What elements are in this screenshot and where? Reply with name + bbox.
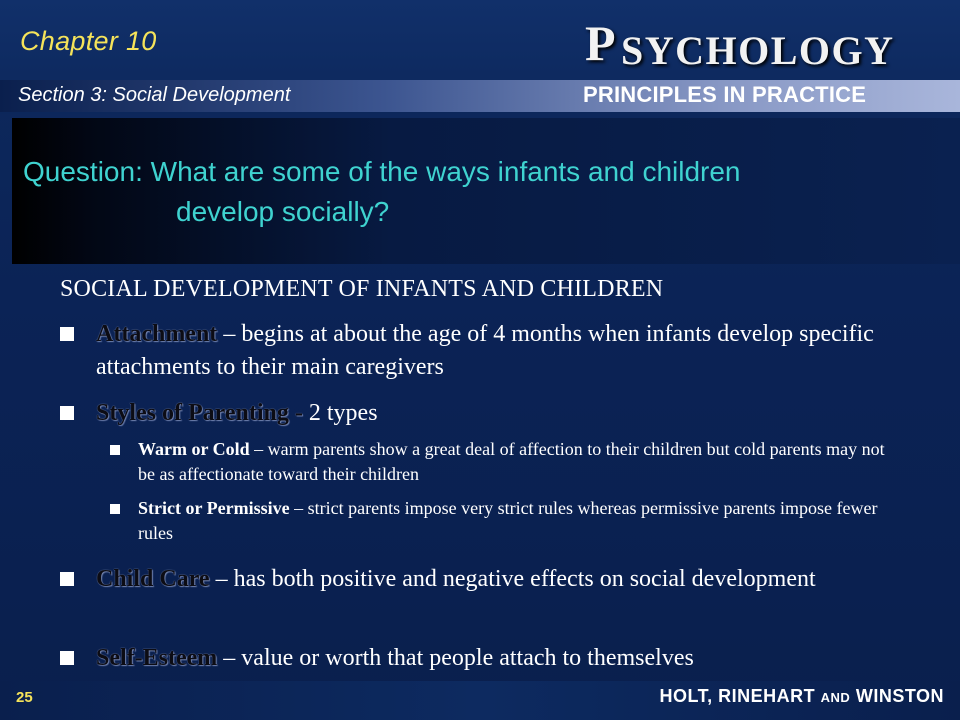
question-line-1: What are some of the ways infants and children xyxy=(150,156,741,187)
sub-bullet-square-icon xyxy=(110,504,120,514)
bullet-description: – begins at about the age of 4 months when infants develop specific attachments to their main caregivers xyxy=(96,321,874,380)
bullet-text xyxy=(96,642,910,675)
sub-bullet-text xyxy=(138,437,900,487)
logo-initial: P xyxy=(585,15,616,71)
chapter-title: Chapter 10 xyxy=(20,26,157,56)
logo-subtitle: PRINCIPLES IN PRACTICE xyxy=(583,82,867,107)
sub-bullet-warm-or-cold xyxy=(110,437,900,487)
bullet-square-icon xyxy=(60,327,74,341)
bullet-square-icon xyxy=(60,651,74,665)
bullet-term: Child Care xyxy=(96,566,210,592)
bullet-description: – has both positive and negative effects on social development xyxy=(209,566,816,592)
content-heading: SOCIAL DEVELOPMENT OF INFANTS AND CHILDREN xyxy=(60,276,664,302)
bullet-term: Styles of Parenting - xyxy=(96,400,309,426)
bullet-attachment xyxy=(60,318,910,384)
page-number: 25 xyxy=(16,689,33,706)
publisher-and: AND xyxy=(820,690,851,705)
sub-bullet-description: – warm parents show a great deal of affection to their children but cold parents may not be as affectionate toward their children xyxy=(138,439,885,484)
bullet-child-care xyxy=(60,563,910,596)
bullet-text xyxy=(96,563,910,596)
bullet-term: Self-Esteem xyxy=(96,645,218,671)
logo-wordmark: SYCHOLOGY xyxy=(621,28,895,73)
section-title: Section 3: Social Development xyxy=(18,84,291,106)
sub-bullet-square-icon xyxy=(110,445,120,455)
publisher-name xyxy=(659,686,944,707)
bullet-description: 2 types xyxy=(308,400,378,426)
bullet-text xyxy=(96,397,910,430)
sub-bullet-term: Strict or Permissive xyxy=(138,498,290,518)
bullet-text xyxy=(96,318,910,384)
publisher-part-1: HOLT, RINEHART xyxy=(659,686,821,706)
question-line-2: develop socially? xyxy=(176,196,390,227)
bullet-square-icon xyxy=(60,406,74,420)
bullet-self-esteem xyxy=(60,642,910,675)
question-label: Question: xyxy=(23,156,143,187)
bullet-term: Attachment xyxy=(96,321,218,347)
sub-bullet-term: Warm or Cold xyxy=(138,439,250,459)
bullet-square-icon xyxy=(60,572,74,586)
publisher-part-2: WINSTON xyxy=(850,686,944,706)
question xyxy=(23,152,903,232)
sub-bullet-text xyxy=(138,496,900,546)
sub-bullet-description: – strict parents impose very strict rules whereas permissive parents impose fewer rules xyxy=(138,498,878,543)
bullet-styles-of-parenting xyxy=(60,397,910,430)
bullet-description: – value or worth that people attach to themselves xyxy=(217,645,694,671)
sub-bullet-strict-or-permissive xyxy=(110,496,900,546)
